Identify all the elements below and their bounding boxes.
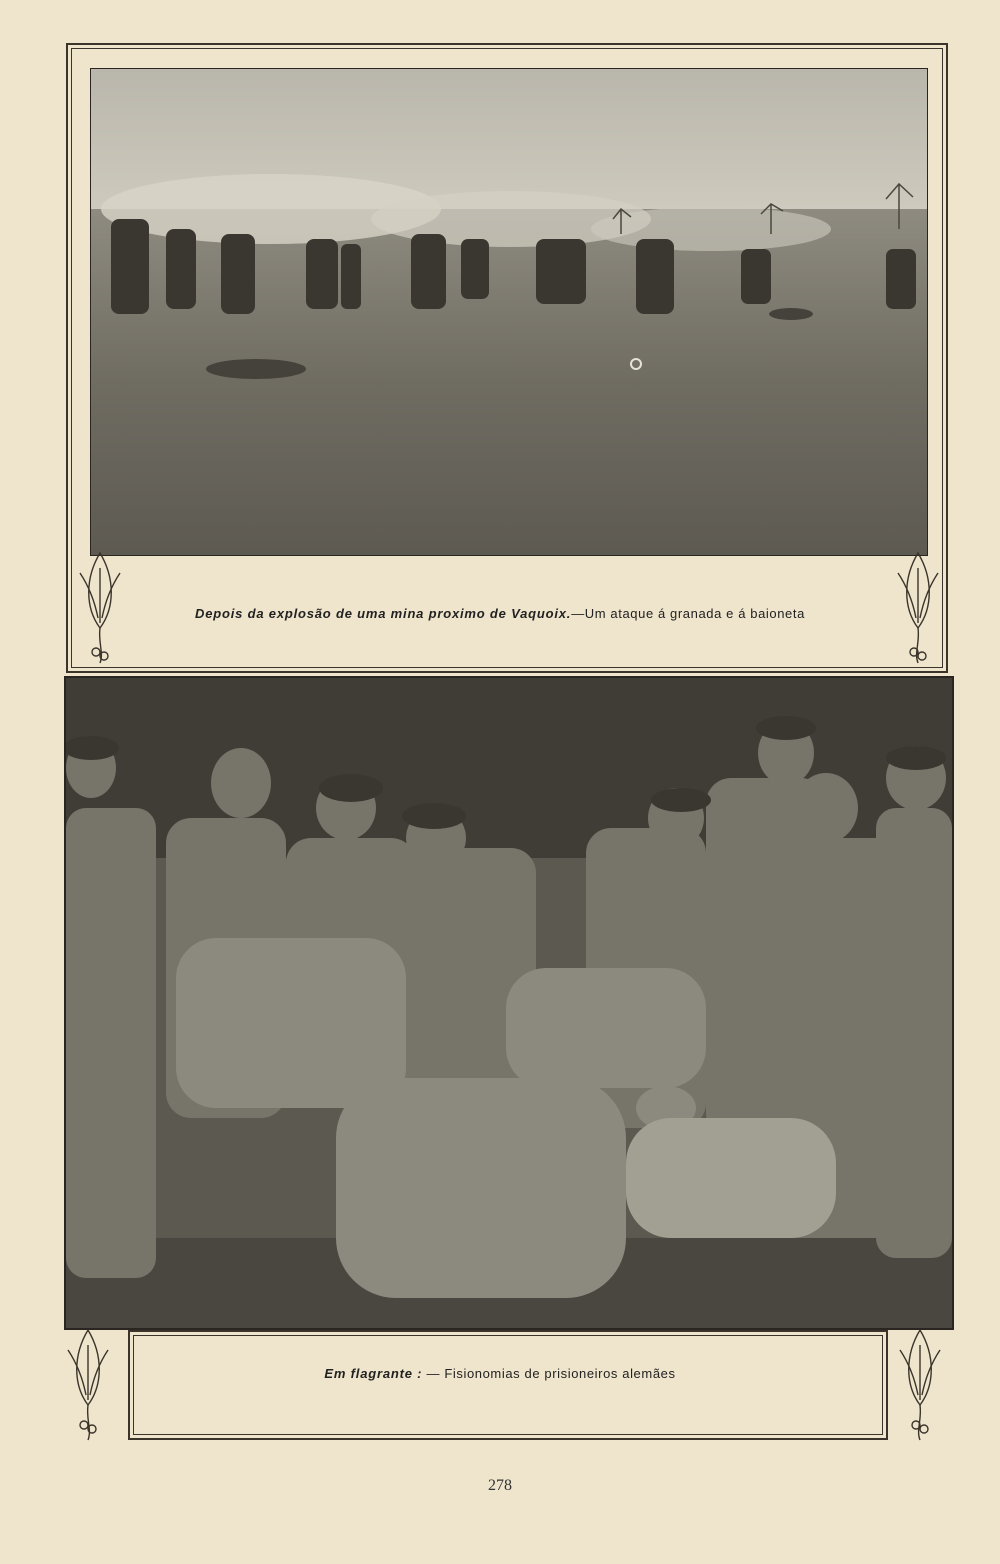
bottom-caption-rest: — Fisionomias de prisioneiros alemães — [422, 1366, 676, 1381]
left-flower-ornament-bottom — [58, 1325, 118, 1445]
prisoners-photo — [64, 676, 954, 1330]
bottom-caption-lead: Em flagrante : — [324, 1366, 423, 1381]
battlefield-photo — [90, 68, 928, 556]
top-caption-rest: —Um ataque á granada e á baioneta — [571, 606, 805, 621]
bottom-caption-frame — [128, 1330, 888, 1440]
page-number: 278 — [488, 1477, 512, 1494]
left-flower-ornament-top — [70, 548, 130, 668]
bottom-photo-caption — [0, 1366, 1000, 1382]
top-caption-lead: Depois da explosão de uma mina proximo de Vaquoix. — [195, 606, 572, 621]
top-photo-caption — [0, 606, 1000, 622]
right-flower-ornament-top — [888, 548, 948, 668]
right-flower-ornament-bottom — [890, 1325, 950, 1445]
